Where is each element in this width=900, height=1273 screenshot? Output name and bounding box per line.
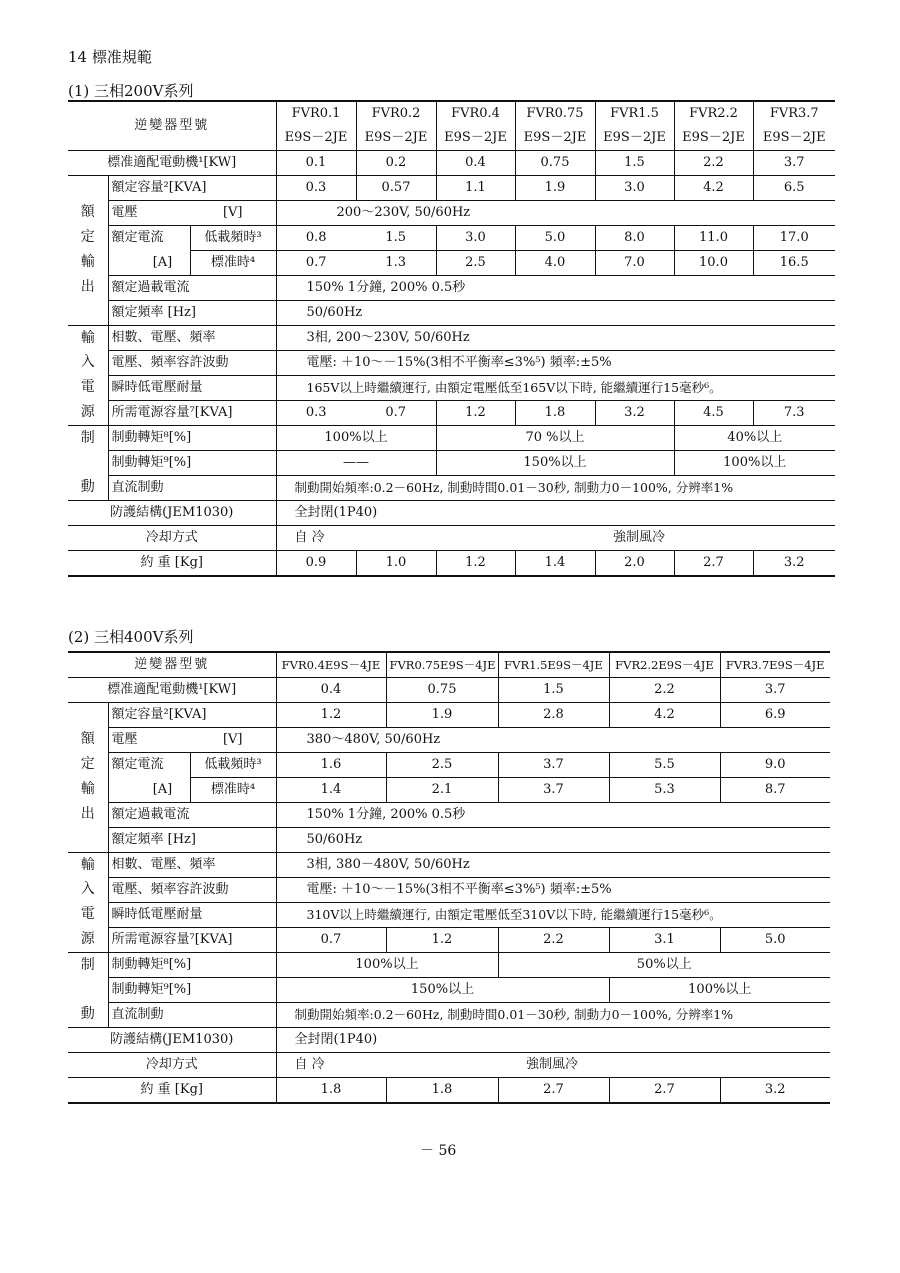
motor-value: 0.75	[386, 678, 498, 703]
cooling-row	[68, 1053, 830, 1078]
model-name: FVR0.75	[515, 101, 595, 126]
freq-value: 50/60Hz	[276, 301, 835, 326]
model-suffix: E9S－2JE	[595, 126, 674, 151]
low-freq-value: 5.5	[609, 753, 720, 778]
voltage-label: 電壓	[108, 728, 190, 753]
protect-row	[68, 1028, 830, 1053]
capacity-label: 額定容量²[KVA]	[108, 703, 276, 728]
weight-value: 1.0	[356, 551, 436, 577]
motor-value: 3.7	[720, 678, 830, 703]
output-side-char: 輸	[80, 781, 95, 798]
weight-value: 1.8	[276, 1078, 386, 1104]
tolerance-row	[68, 878, 830, 903]
motor-value: 0.75	[515, 151, 595, 176]
phase-value: 3相, 380－480V, 50/60Hz	[276, 853, 830, 878]
std-value: 4.0	[515, 251, 595, 276]
power-value: 1.8	[515, 401, 595, 426]
power-row	[68, 928, 830, 953]
model-suffix: E9S－2JE	[753, 126, 835, 151]
motor-row	[68, 678, 830, 703]
torque1-value-a: 100%以上	[276, 426, 436, 451]
low-freq-value: 3.0	[436, 226, 515, 251]
tolerance-value: 電壓: ＋10～－15%(3相不平衡率≤3%⁵) 頻率:±5%	[276, 351, 835, 376]
torque1-label: 制動轉矩⁸[%]	[108, 426, 276, 451]
protect-label: 防護結構(JEM1030)	[68, 501, 276, 526]
input-side-char: 入	[80, 881, 95, 898]
overload-row	[68, 803, 830, 828]
protect-value: 全封閉(1P40)	[276, 1028, 830, 1053]
phase-label: 相數、電壓、頻率	[108, 853, 276, 878]
capacity-value: 1.1	[436, 176, 515, 201]
freq-row	[68, 301, 835, 326]
std-value: 2.1	[386, 778, 498, 803]
dc-brake-label: 直流制動	[108, 1003, 276, 1028]
current-unit: [A]	[108, 251, 190, 276]
weight-value: 1.2	[436, 551, 515, 577]
tolerance-label: 電壓、頻率容許波動	[108, 351, 276, 376]
torque1-value-b: 70 %以上	[436, 426, 674, 451]
model-row	[68, 101, 835, 126]
spec-table-400v	[68, 651, 830, 1104]
weight-row	[68, 1078, 830, 1104]
output-side-label	[68, 176, 108, 201]
voltage-unit: [V]	[190, 728, 276, 753]
low-freq-value: 9.0	[720, 753, 830, 778]
low-freq-current-row	[68, 753, 830, 778]
model-name: FVR2.2	[674, 101, 753, 126]
capacity-value: 6.9	[720, 703, 830, 728]
tolerance-label: 電壓、頻率容許波動	[108, 878, 276, 903]
dc-brake-row	[68, 1003, 830, 1028]
torque1-label: 制動轉矩⁸[%]	[108, 953, 276, 978]
output-side-char: 輸	[80, 254, 95, 271]
low-freq-value: 3.7	[498, 753, 609, 778]
low-freq-value: 0.8	[276, 226, 356, 251]
cooling-label: 冷却方式	[68, 1053, 276, 1078]
output-side-char: 額	[80, 731, 95, 748]
current-label: 額定電流	[108, 753, 190, 778]
motor-label: 標准適配電動機¹[KW]	[68, 678, 276, 703]
motor-value: 1.5	[595, 151, 674, 176]
motor-row	[68, 151, 835, 176]
model-name: FVR0.4E9S－4JE	[276, 652, 386, 678]
model-suffix: E9S－2JE	[515, 126, 595, 151]
motor-value: 3.7	[753, 151, 835, 176]
capacity-value: 1.2	[276, 703, 386, 728]
page-title: 14 標准規範	[68, 48, 152, 66]
dip-row	[68, 376, 835, 401]
std-value: 10.0	[674, 251, 753, 276]
weight-label: 約 重 [Kg]	[68, 551, 276, 577]
torque1-value-c: 40%以上	[674, 426, 835, 451]
dip-row	[68, 903, 830, 928]
model-label: 逆變器型號	[68, 652, 276, 678]
torque1-row	[68, 953, 830, 978]
std-value: 1.3	[356, 251, 436, 276]
std-value: 2.5	[436, 251, 515, 276]
output-side-char: 定	[80, 756, 95, 773]
weight-value: 2.7	[674, 551, 753, 577]
overload-label: 額定過載電流	[108, 276, 276, 301]
model-name: FVR0.75E9S－4JE	[386, 652, 498, 678]
freq-label: 額定頻率 [Hz]	[108, 301, 276, 326]
capacity-value: 4.2	[609, 703, 720, 728]
weight-value: 1.8	[386, 1078, 498, 1104]
voltage-value: 200～230V, 50/60Hz	[276, 201, 835, 226]
motor-value: 0.1	[276, 151, 356, 176]
weight-row	[68, 551, 835, 577]
input-side-char: 電	[80, 379, 95, 396]
voltage-value: 380～480V, 50/60Hz	[276, 728, 830, 753]
dip-label: 瞬時低電壓耐量	[108, 903, 276, 928]
brake-side-char: 動	[68, 476, 108, 501]
power-value: 3.2	[595, 401, 674, 426]
power-value: 0.7	[276, 928, 386, 953]
overload-value: 150% 1分鐘, 200% 0.5秒	[276, 803, 830, 828]
power-value: 2.2	[498, 928, 609, 953]
power-label: 所需電源容量⁷[KVA]	[108, 401, 276, 426]
protect-label: 防護結構(JEM1030)	[68, 1028, 276, 1053]
motor-value: 1.5	[498, 678, 609, 703]
std-value: 0.7	[276, 251, 356, 276]
motor-label: 標准適配電動機¹[KW]	[68, 151, 276, 176]
capacity-value: 2.8	[498, 703, 609, 728]
std-value: 1.4	[276, 778, 386, 803]
weight-value: 2.7	[609, 1078, 720, 1104]
low-freq-value: 5.0	[515, 226, 595, 251]
capacity-value: 0.3	[276, 176, 356, 201]
freq-row	[68, 828, 830, 853]
current-label: 額定電流	[108, 226, 190, 251]
input-side-char: 源	[68, 928, 108, 953]
cooling-label: 冷却方式	[68, 526, 276, 551]
input-side-char: 電	[80, 906, 95, 923]
torque2-value-c: 100%以上	[674, 451, 835, 476]
phase-row	[68, 326, 835, 351]
capacity-value: 3.0	[595, 176, 674, 201]
torque2-value-a: ——	[276, 451, 436, 476]
overload-label: 額定過載電流	[108, 803, 276, 828]
phase-value: 3相, 200～230V, 50/60Hz	[276, 326, 835, 351]
torque2-value-a: 150%以上	[276, 978, 609, 1003]
freq-label: 額定頻率 [Hz]	[108, 828, 276, 853]
power-value: 7.3	[753, 401, 835, 426]
capacity-value: 0.57	[356, 176, 436, 201]
model-row	[68, 652, 830, 678]
model-suffix: E9S－2JE	[436, 126, 515, 151]
input-side-char: 輸	[80, 856, 95, 873]
tolerance-value: 電壓: ＋10～－15%(3相不平衡率≤3%⁵) 頻率:±5%	[276, 878, 830, 903]
model-label: 逆變器型號	[68, 101, 276, 151]
dc-brake-value: 制動開始頻率:0.2－60Hz, 制動時間0.01－30秒, 制動力0－100%, 分辨率1%	[276, 1003, 830, 1028]
capacity-value: 4.2	[674, 176, 753, 201]
capacity-label: 額定容量²[KVA]	[108, 176, 276, 201]
low-freq-value: 11.0	[674, 226, 753, 251]
power-value: 0.3	[276, 401, 356, 426]
torque2-value-b: 100%以上	[609, 978, 830, 1003]
weight-value: 2.7	[498, 1078, 609, 1104]
phase-label: 相數、電壓、頻率	[108, 326, 276, 351]
low-freq-value: 1.5	[356, 226, 436, 251]
capacity-row	[68, 703, 830, 728]
voltage-row	[68, 728, 830, 753]
torque2-label: 制動轉矩⁹[%]	[108, 451, 276, 476]
brake-side-char: 動	[68, 1003, 108, 1028]
power-value: 5.0	[720, 928, 830, 953]
std-label: 標准時⁴	[190, 778, 276, 803]
torque1-value-a: 100%以上	[276, 953, 498, 978]
capacity-value: 1.9	[386, 703, 498, 728]
torque1-row	[68, 426, 835, 451]
model-name: FVR0.1	[276, 101, 356, 126]
std-current-row	[68, 251, 835, 276]
capacity-value: 6.5	[753, 176, 835, 201]
voltage-row	[68, 201, 835, 226]
model-name: FVR0.2	[356, 101, 436, 126]
model-suffix: E9S－2JE	[674, 126, 753, 151]
protect-row	[68, 501, 835, 526]
power-label: 所需電源容量⁷[KVA]	[108, 928, 276, 953]
low-freq-label: 低載頻時³	[190, 226, 276, 251]
brake-side-char: 制	[80, 429, 95, 446]
low-freq-value: 8.0	[595, 226, 674, 251]
input-side-char: 入	[80, 354, 95, 371]
low-freq-value: 1.6	[276, 753, 386, 778]
weight-value: 1.4	[515, 551, 595, 577]
section1-title: (1) 三相200V系列	[68, 82, 194, 100]
weight-value: 3.2	[720, 1078, 830, 1104]
cooling-self: 自 冷	[276, 1053, 498, 1078]
power-value: 3.1	[609, 928, 720, 953]
model-name: FVR1.5E9S－4JE	[498, 652, 609, 678]
output-side-char: 定	[80, 229, 95, 246]
low-freq-value: 17.0	[753, 226, 835, 251]
page-number: － 56	[420, 1143, 457, 1159]
std-value: 8.7	[720, 778, 830, 803]
low-freq-current-row	[68, 226, 835, 251]
tolerance-row	[68, 351, 835, 376]
output-side-char: 出	[80, 279, 95, 296]
power-value: 0.7	[356, 401, 436, 426]
cooling-forced: 強制風冷	[498, 1053, 830, 1078]
output-side-char: 出	[80, 806, 95, 823]
motor-value: 0.4	[436, 151, 515, 176]
protect-value: 全封閉(1P40)	[276, 501, 835, 526]
low-freq-value: 2.5	[386, 753, 498, 778]
model-name: FVR3.7	[753, 101, 835, 126]
std-value: 16.5	[753, 251, 835, 276]
std-value: 7.0	[595, 251, 674, 276]
freq-value: 50/60Hz	[276, 828, 830, 853]
motor-value: 0.4	[276, 678, 386, 703]
dip-label: 瞬時低電壓耐量	[108, 376, 276, 401]
motor-value: 2.2	[609, 678, 720, 703]
power-row	[68, 401, 835, 426]
overload-row	[68, 276, 835, 301]
std-current-row	[68, 778, 830, 803]
torque2-value-b: 150%以上	[436, 451, 674, 476]
capacity-value: 1.9	[515, 176, 595, 201]
motor-value: 2.2	[674, 151, 753, 176]
model-suffix: E9S－2JE	[356, 126, 436, 151]
output-side-char: 額	[80, 204, 95, 221]
power-value: 1.2	[436, 401, 515, 426]
capacity-row	[68, 176, 835, 201]
torque2-row	[68, 451, 835, 476]
dip-value: 310V以上時繼續運行, 由額定電壓低至310V以下時, 能繼續運行15毫秒⁶。	[276, 903, 830, 928]
current-unit: [A]	[108, 778, 190, 803]
weight-value: 3.2	[753, 551, 835, 577]
input-side-char: 輸	[80, 329, 95, 346]
torque2-row	[68, 978, 830, 1003]
std-label: 標准時⁴	[190, 251, 276, 276]
cooling-row	[68, 526, 835, 551]
weight-value: 2.0	[595, 551, 674, 577]
std-value: 3.7	[498, 778, 609, 803]
spec-table-200v	[68, 100, 835, 577]
dc-brake-row	[68, 476, 835, 501]
std-value: 5.3	[609, 778, 720, 803]
phase-row	[68, 853, 830, 878]
model-name: FVR0.4	[436, 101, 515, 126]
cooling-self: 自 冷	[276, 526, 595, 551]
dip-value: 165V以上時繼續運行, 由額定電壓低至165V以下時, 能繼續運行15毫秒⁶。	[276, 376, 835, 401]
overload-value: 150% 1分鐘, 200% 0.5秒	[276, 276, 835, 301]
motor-value: 0.2	[356, 151, 436, 176]
dc-brake-label: 直流制動	[108, 476, 276, 501]
model-name: FVR2.2E9S－4JE	[609, 652, 720, 678]
input-side-char: 源	[68, 401, 108, 426]
voltage-unit: [V]	[190, 201, 276, 226]
model-name: FVR1.5	[595, 101, 674, 126]
torque2-label: 制動轉矩⁹[%]	[108, 978, 276, 1003]
weight-value: 0.9	[276, 551, 356, 577]
model-suffix: E9S－2JE	[276, 126, 356, 151]
power-value: 1.2	[386, 928, 498, 953]
section2-title: (2) 三相400V系列	[68, 628, 194, 646]
low-freq-label: 低載頻時³	[190, 753, 276, 778]
power-value: 4.5	[674, 401, 753, 426]
voltage-label: 電壓	[108, 201, 190, 226]
cooling-forced: 強制風冷	[595, 526, 835, 551]
weight-label: 約 重 [Kg]	[68, 1078, 276, 1104]
brake-side-char: 制	[80, 956, 95, 973]
model-name: FVR3.7E9S－4JE	[720, 652, 830, 678]
torque1-value-b: 50%以上	[498, 953, 830, 978]
dc-brake-value: 制動開始頻率:0.2－60Hz, 制動時間0.01－30秒, 制動力0－100%, 分辨率1%	[276, 476, 835, 501]
